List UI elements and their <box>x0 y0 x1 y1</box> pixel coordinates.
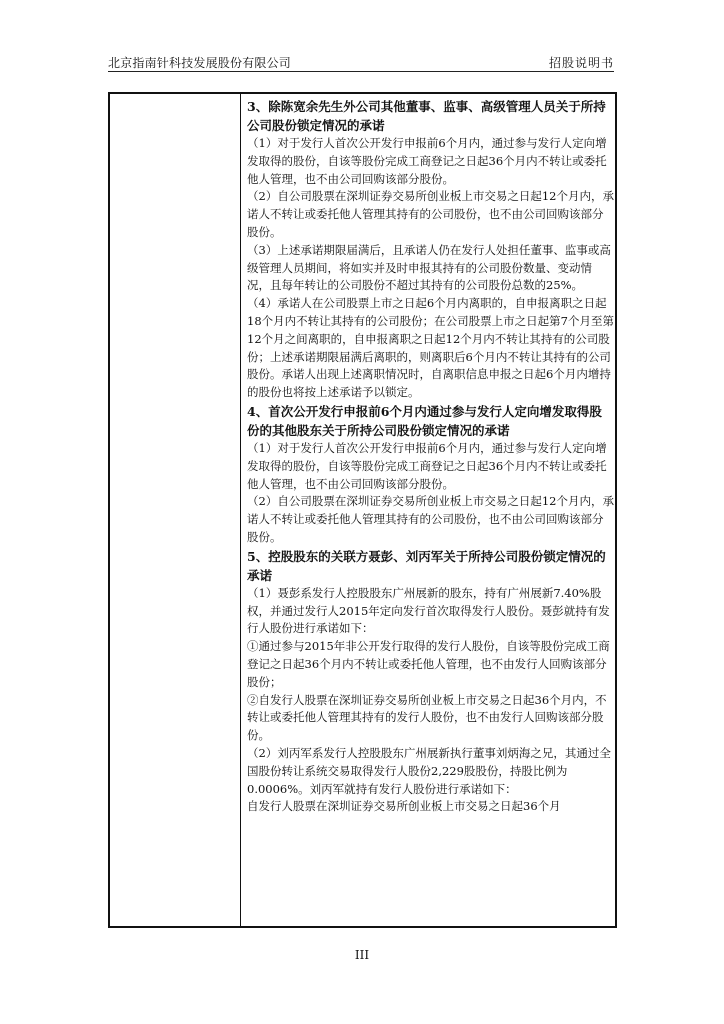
header-rule <box>108 71 614 72</box>
section-5-item-2: ②自发行人股票在深圳证券交易所创业板上市交易之日起36个月内，不转让或委托他人管理其持有的发行人股份，也不由发行人回购该部分股份。 <box>247 692 607 743</box>
commitment-text-cell <box>247 97 614 816</box>
document-type: 招股说明书 <box>548 56 614 70</box>
section-4-para-1: （1）对于发行人首次公开发行申报前6个月内，通过参与发行人定向增发取得的股份，自该等股份完成工商登记之日起36个月内不转让或委托他人管理，也不由公司回购该部分股份。 <box>247 440 607 491</box>
section-3-heading: 3、除陈宽余先生外公司其他董事、监事、高级管理人员关于所持公司股份锁定情况的承诺 <box>247 99 606 133</box>
section-3-para-3: （3）上述承诺期限届满后，且承诺人仍在发行人处担任董事、监事或高级管理人员期间，将如实并及时申报其持有的公司股份数量、变动情况，且每年转让的公司股份不超过其持有的公司股份总数的25%。 <box>247 242 611 293</box>
content-table <box>108 92 617 928</box>
section-3-para-2: （2）自公司股票在深圳证券交易所创业板上市交易之日起12个月内，承诺人不转让或委托他人管理其持有的公司股份，也不由公司回购该部分股份。 <box>247 189 614 239</box>
section-5-para-3: 自发行人股票在深圳证券交易所创业板上市交易之日起36个月 <box>247 799 561 814</box>
section-3-para-1: （1）对于发行人首次公开发行申报前6个月内，通过参与发行人定向增发取得的股份，自该等股份完成工商登记之日起36个月内不转让或委托他人管理，也不由公司回购该部分股份。 <box>247 136 607 186</box>
section-5-para-2: （2）刘丙军系发行人控股股东广州展新执行董事刘炳海之兄，其通过全国股份转让系统交易取得发行人股份2,229股股份，持股比例为0.0006%。刘丙军就持有发行人股份进行承诺如下： <box>247 745 611 796</box>
section-3-para-4: （4）承诺人在公司股票上市之日起6个月内离职的，自申报离职之日起18个月内不转让其持有的公司股份；在公司股票上市之日起第7个月至第12个月之间离职的，自申报离职之日起12个月内不转让其持有的公司股份；上述承诺期限届满后离职的，则离职后6个月内不转让其持有的公司股份。承诺人出现上述离职情况时，自离职信息申报之日起6个月内增持的股份也将按上述承诺予以锁定。 <box>247 296 614 400</box>
page-header <box>108 52 614 72</box>
column-divider <box>240 94 241 926</box>
section-4-para-2: （2）自公司股票在深圳证券交易所创业板上市交易之日起12个月内，承诺人不转让或委托他人管理其持有的公司股份，也不由公司回购该部分股份。 <box>247 494 614 544</box>
section-4-heading: 4、首次公开发行申报前6个月内通过参与发行人定向增发取得股份的其他股东关于所持公司股份锁定情况的承诺 <box>247 403 602 438</box>
page-number: III <box>354 948 370 962</box>
section-5-heading: 5、控股股东的关联方聂彭、刘丙军关于所持公司股份锁定情况的承诺 <box>247 548 606 583</box>
section-5-item-1: ①通过参与2015年非公开发行取得的发行人股份，自该等股份完成工商登记之日起36个月内不转让或委托他人管理，也不由发行人回购该部分股份； <box>247 639 610 689</box>
company-name: 北京指南针科技发展股份有限公司 <box>108 56 292 70</box>
section-5-para-1: （1）聂彭系发行人控股股东广州展新的股东，持有广州展新7.40%股权，并通过发行人2015年定向发行首次取得发行人股份。聂彭就持有发行人股份进行承诺如下： <box>247 585 610 636</box>
